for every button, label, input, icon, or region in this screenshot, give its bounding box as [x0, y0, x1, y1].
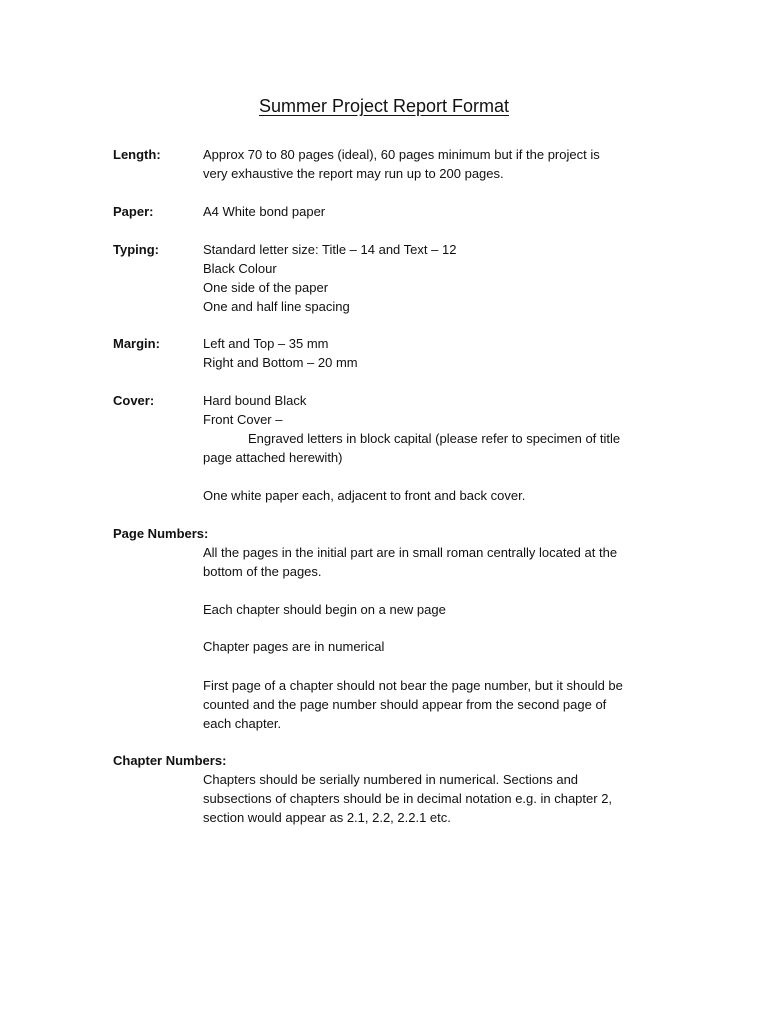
page-numbers-para-3: Chapter pages are in numerical	[203, 639, 385, 654]
chapter-numbers-label: Chapter Numbers:	[113, 753, 227, 768]
length-label: Length:	[113, 147, 161, 162]
cover-text: Hard bound Black Front Cover – Engraved letters in block capital (please refer to specimen of title page attached herewith)	[203, 393, 621, 465]
page-numbers-label: Page Numbers:	[113, 526, 209, 541]
page-numbers-para-4: First page of a chapter should not bear the page number, but it should be counted and the page number should appear from the second page of each chapter.	[203, 678, 623, 731]
length-text: Approx 70 to 80 pages (ideal), 60 pages minimum but if the project is very exhaustive the report may run up to 200 pages.	[203, 147, 600, 181]
typing-text: Standard letter size: Title – 14 and Text – 12 Black Colour One side of the paper One and half line spacing	[203, 242, 457, 314]
cover-extra-text: One white paper each, adjacent to front and back cover.	[203, 488, 526, 503]
page-numbers-para-2: Each chapter should begin on a new page	[203, 602, 446, 617]
cover-label: Cover:	[113, 393, 155, 408]
page-title: Summer Project Report Format	[258, 96, 510, 116]
paper-label: Paper:	[113, 204, 154, 219]
page-numbers-para-1: All the pages in the initial part are in small roman centrally located at the bottom of the pages.	[203, 545, 618, 579]
margin-text: Left and Top – 35 mm Right and Bottom – 20 mm	[203, 336, 358, 370]
typing-label: Typing:	[113, 242, 159, 257]
margin-label: Margin:	[113, 336, 160, 351]
paper-text: A4 White bond paper	[203, 204, 326, 219]
chapter-numbers-text: Chapters should be serially numbered in numerical. Sections and subsections of chapters should be in decimal notation e.g. in chapter 2, section would appear as 2.1, 2.2, 2.2.1 etc.	[203, 772, 613, 825]
